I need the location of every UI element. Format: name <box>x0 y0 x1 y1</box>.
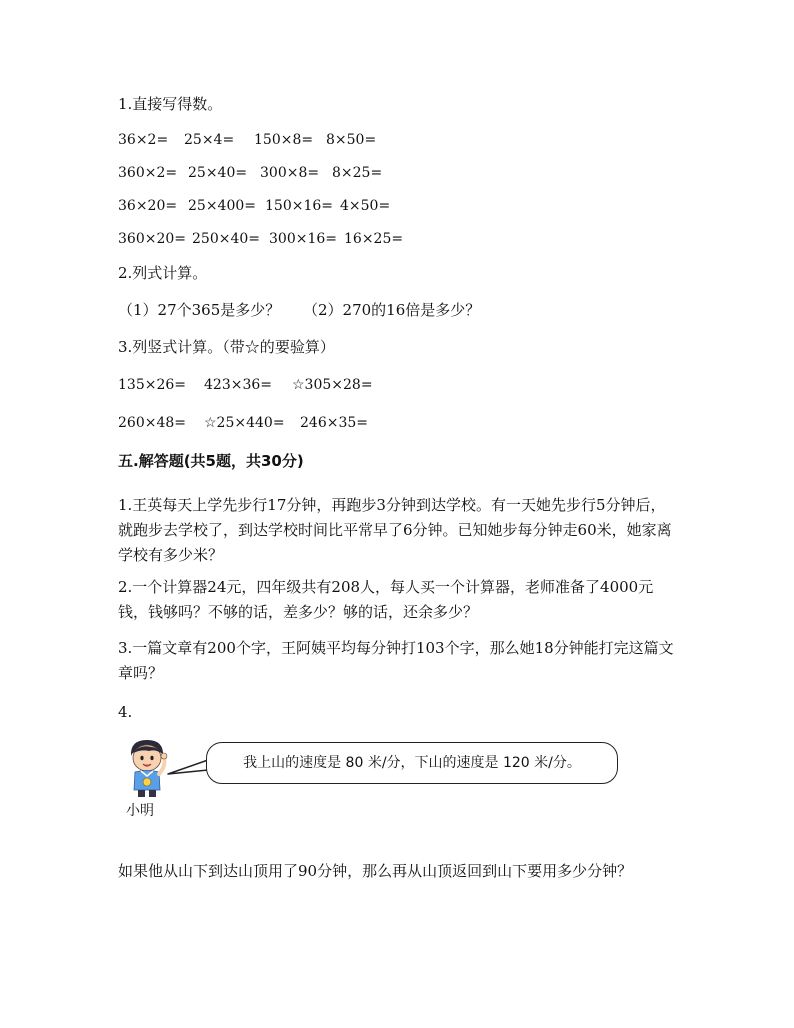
calc-item: 250×40= <box>192 231 260 247</box>
speech-bubble: 我上山的速度是 80 米/分，下山的速度是 120 米/分。 <box>206 742 618 784</box>
calc-item: 4×50= <box>340 198 391 214</box>
calc-item: 150×16= <box>265 198 333 214</box>
list-question-1: （1）27个365是多少？ <box>118 301 281 319</box>
calc-item: 36×20= <box>118 198 178 214</box>
boy-illustration <box>122 736 172 802</box>
list-question-2: （2）270的16倍是多少？ <box>303 301 481 319</box>
boy-icon <box>122 736 172 798</box>
vertical-item: 260×48= <box>118 415 186 431</box>
problem-3: 3.一篇文章有200个字，王阿姨平均每分钟打103个字，那么她18分钟能打完这篇文章吗？ <box>118 639 674 682</box>
problem-2: 2.一个计算器24元，四年级共有208人，每人买一个计算器，老师准备了4000元钱，钱够吗？不够的话，差多少？够的话，还余多少？ <box>118 578 654 621</box>
calc-item: 25×4= <box>184 132 235 148</box>
calc-item: 8×50= <box>326 132 377 148</box>
vertical-item: ☆305×28= <box>292 377 373 393</box>
calc-item: 8×25= <box>332 165 383 181</box>
section-1-heading: 1.直接写得数。 <box>118 95 223 113</box>
problem-4-question: 如果他从山下到达山顶用了90分钟，那么再从山顶返回到山下要用多少分钟？ <box>118 862 633 880</box>
vertical-item: ☆25×440= <box>204 415 285 431</box>
calc-item: 300×16= <box>269 231 337 247</box>
section-3-heading: 3.列竖式计算。（带☆的要验算） <box>118 338 335 356</box>
problem-4-figure <box>118 736 638 826</box>
vertical-item: 246×35= <box>300 415 368 431</box>
calc-item: 25×40= <box>188 165 248 181</box>
calc-item: 150×8= <box>254 132 314 148</box>
section-2-heading: 2.列式计算。 <box>118 264 208 282</box>
calc-item: 360×2= <box>118 165 178 181</box>
vertical-item: 135×26= <box>118 377 186 393</box>
speech-tail-icon <box>166 756 210 778</box>
vertical-item: 423×36= <box>204 377 272 393</box>
character-name: 小明 <box>126 803 154 819</box>
calc-item: 300×8= <box>260 165 320 181</box>
section-5-title: 五.解答题(共5题，共30分) <box>118 452 304 470</box>
calc-item: 360×20= <box>118 231 186 247</box>
problem-1: 1.王英每天上学先步行17分钟，再跑步3分钟到达学校。有一天她先步行5分钟后，就跑步去学校了，到达学校时间比平常早了6分钟。已知她步每分钟走60米，她家离学校有多少米？ <box>118 496 672 564</box>
calc-item: 25×400= <box>188 198 256 214</box>
problem-4-number: 4. <box>118 703 133 721</box>
calc-item: 16×25= <box>344 231 404 247</box>
calc-item: 36×2= <box>118 132 169 148</box>
